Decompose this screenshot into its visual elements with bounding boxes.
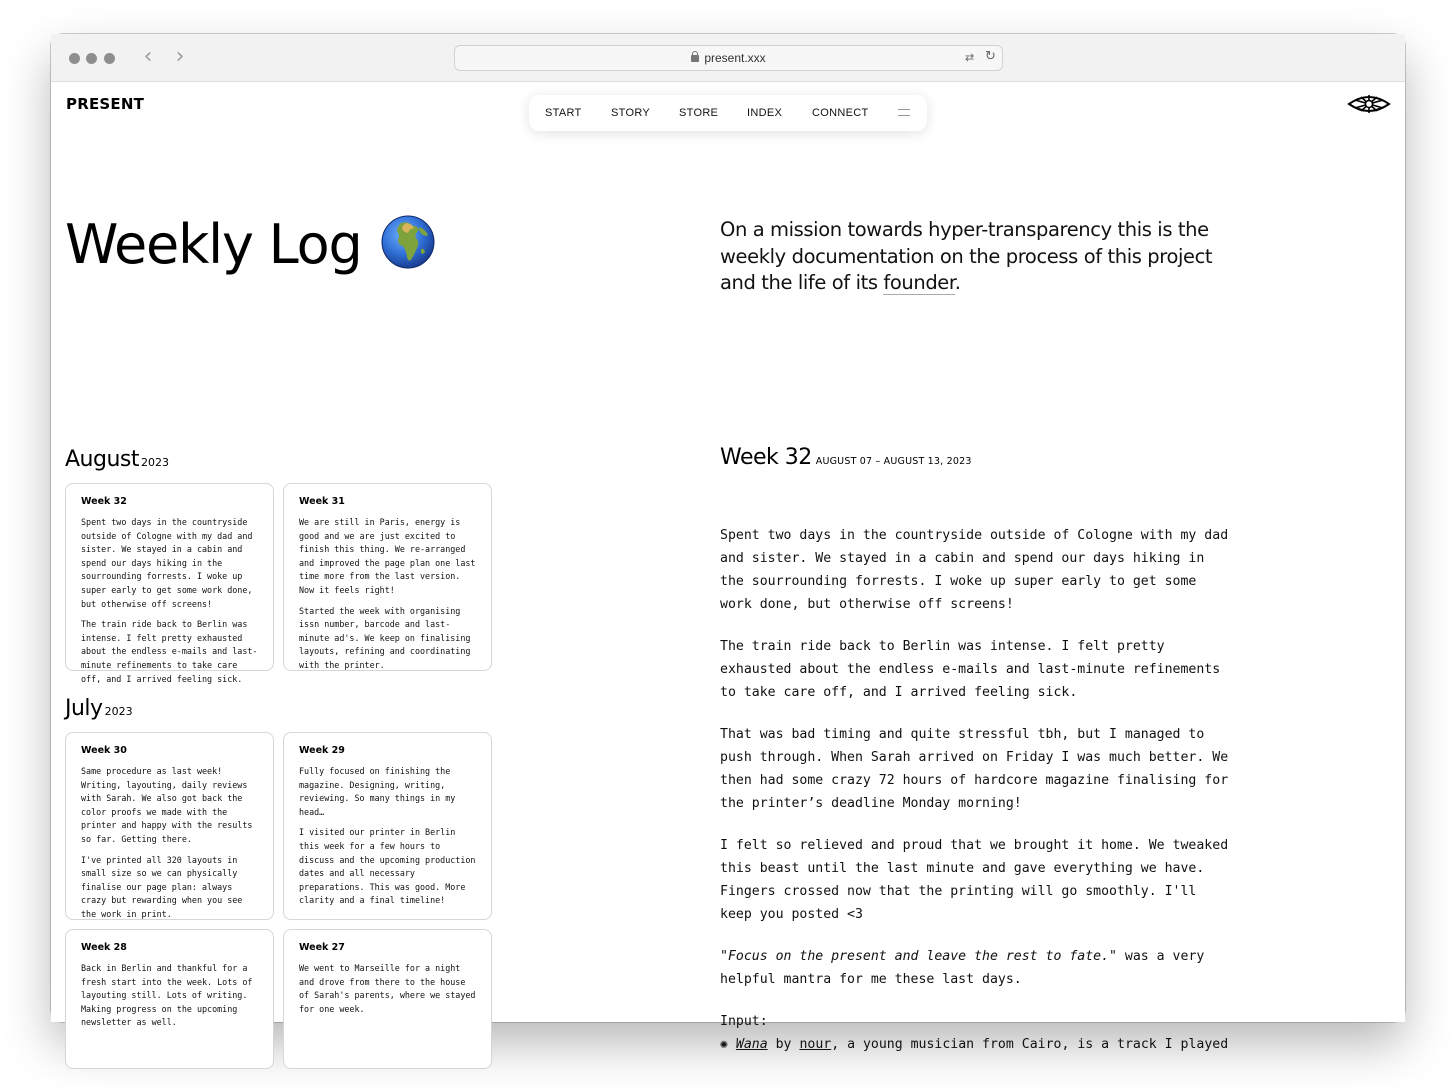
back-icon[interactable]: ‹ — [143, 44, 153, 69]
entry-paragraph: The train ride back to Berlin was intense. I felt pretty exhausted about the endless e-mails and last-minute refinements to take care off, and I arrived feeling sick. — [720, 639, 1221, 700]
week-card[interactable] — [283, 929, 492, 1069]
main-nav — [529, 95, 927, 131]
entry-dates: AUGUST 07 – AUGUST 13, 2023 — [815, 456, 972, 467]
week-card[interactable] — [65, 929, 274, 1069]
week-card[interactable] — [65, 483, 274, 684]
site-logo[interactable]: PRESENT — [66, 95, 145, 113]
entry-quote-paragraph: "Focus on the present and leave the rest to fate." was a very helpful mantra for me these last days. — [720, 949, 1205, 987]
week-card[interactable] — [283, 483, 492, 671]
artist-link[interactable]: nour — [799, 1037, 832, 1052]
founder-link[interactable]: founder — [883, 271, 955, 294]
reload-icon[interactable]: ↻ — [985, 49, 996, 64]
eye-logo-icon[interactable] — [1346, 93, 1392, 115]
week-card-title: Week 31 — [299, 496, 345, 507]
menu-icon[interactable] — [898, 109, 910, 116]
week-card-text: Same procedure as last week! Writing, layouting, daily reviews with Sarah. We also got back the color proofs we made with the printer and happy with the results so far. Getting there. — [81, 766, 253, 844]
week-card[interactable] — [283, 732, 492, 920]
entry-input-label: Input: — [720, 1014, 768, 1029]
week-card-text: We are still in Paris, energy is good and we are just excited to finish this thing. We re-arranged and improved the page plan one last time more from the last version. Now it feels right! — [299, 517, 476, 595]
week-card-text: Back in Berlin and thankful for a fresh start into the week. Lots of layouting still. Lots of writing. Making progress on the upcoming newsletter as well. — [81, 963, 253, 1028]
page-description: On a mission towards hyper-transparency this is the weekly documentation on the process of this project and the life of its founder. — [720, 218, 1213, 294]
week-card-text: I visited our printer in Berlin this week for a few hours to discuss and the upcoming production dates and all necessary preparations. This was good. More clarity and a final timeline! — [299, 827, 476, 906]
week-card-text: The train ride back to Berlin was intense. I felt pretty exhausted about the endless e-mails and last-minute refinements to take care off, and I arrived feeling sick. — [81, 619, 258, 684]
sparkle-bullet-icon: ✺ — [720, 1037, 728, 1052]
browser-window — [51, 34, 1405, 1052]
forward-icon[interactable]: › — [175, 44, 185, 69]
address-bar[interactable] — [454, 45, 1003, 71]
week-card-text: Fully focused on finishing the magazine. Designing, writing, reviewing. So many things in my head… — [299, 766, 456, 817]
week-card-title: Week 29 — [299, 745, 345, 756]
week-card-text: Started the week with organising issn number, barcode and last-minute ad's. We keep on finalising layouts, refining and coordinating with the printer. — [299, 605, 471, 670]
close-window-button[interactable] — [69, 53, 80, 64]
track-link[interactable]: Wana — [735, 1037, 768, 1052]
week-card-title: Week 27 — [299, 942, 345, 953]
week-card-title: Week 32 — [81, 496, 127, 507]
minimize-window-button[interactable] — [86, 53, 97, 64]
week-card-text: Spent two days in the countryside outside of Cologne with my dad and sister. We stayed in a cabin and spend our days hiking in the sourrounding forrests. I woke up super early to get some work done, but otherwise off screens! — [81, 517, 253, 609]
nav-connect[interactable]: CONNECT — [812, 107, 869, 119]
entry-week: Week 32 — [720, 445, 812, 470]
nav-story[interactable]: STORY — [611, 107, 650, 119]
browser-toolbar — [51, 34, 1405, 82]
nav-index[interactable]: INDEX — [747, 107, 783, 119]
entry-paragraph: I felt so relieved and proud that we brought it home. We tweaked this beast until the last minute and gave everything we have. Fingers crossed now that the printing will go smoothly. I'll keep you posted <3 — [720, 838, 1229, 922]
entry-quote: "Focus on the present and leave the rest to fate." — [720, 949, 1117, 964]
page-content — [51, 83, 1405, 1052]
maximize-window-button[interactable] — [104, 53, 115, 64]
entry-body — [720, 524, 1230, 1056]
nav-store[interactable]: STORE — [679, 107, 719, 119]
month-heading-august: August 2023 — [65, 447, 169, 472]
week-card-text: We went to Marseille for a night and drove from there to the house of Sarah's parents, where we stayed for one week. — [299, 963, 476, 1014]
entry-input-item: ✺ Wana by nour, a young musician from Cairo, is a track I played — [720, 1037, 1229, 1052]
translate-icon[interactable]: ⇄ — [965, 51, 975, 64]
month-heading-july: July 2023 — [65, 696, 133, 721]
nav-start[interactable]: START — [545, 107, 582, 119]
page-title: Weekly Log — [65, 213, 362, 276]
lock-icon — [691, 55, 699, 62]
entry-paragraph: Spent two days in the countryside outside of Cologne with my dad and sister. We stayed in a cabin and spend our days hiking in the sourrounding forrests. I woke up super early to get some work done, but otherwise off screens! — [720, 528, 1229, 612]
week-card-text: I've printed all 320 layouts in small size so we can physically finalise our page plan: always crazy but rewarding when you see the work in print. — [81, 854, 243, 919]
entry-paragraph: That was bad timing and quite stressful tbh, but I managed to push through. When Sarah arrived on Friday I was much better. We then had some crazy 72 hours of hardcore magazine finalising for the printer’s deadline Monday morning! — [720, 727, 1229, 811]
week-card-title: Week 28 — [81, 942, 127, 953]
entry-heading — [720, 445, 972, 470]
url-text: present.xxx — [704, 51, 766, 65]
week-card-title: Week 30 — [81, 745, 127, 756]
globe-icon — [381, 215, 435, 269]
week-card[interactable] — [65, 732, 274, 920]
